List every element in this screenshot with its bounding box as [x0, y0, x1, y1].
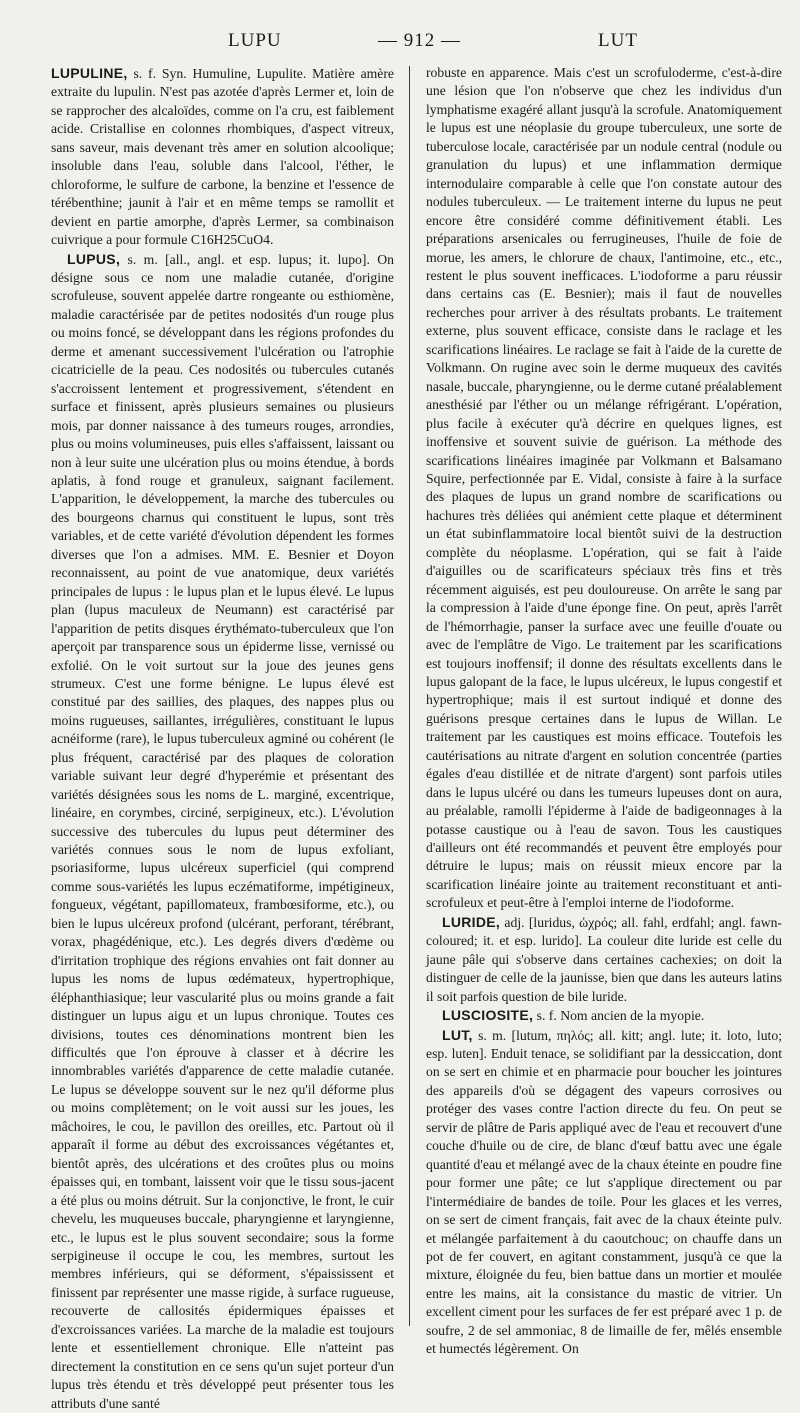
headword-luride: LURIDE,	[442, 913, 501, 930]
entry-lusciosite	[426, 1006, 782, 1025]
running-header	[0, 30, 800, 56]
header-left-guideword: LUPU	[228, 30, 282, 51]
entry-lupuline-text: s. f. Syn. Humuline, Lupulite. Matière amère extraite du lupulin. N'est pas azotée d'après Lermer et, loin de se rapprocher des alcaloïdes, comme on l'a cru, est faiblement acide. Cristallise en colonnes rhombiques, d'aspect vitreux, sans saveur, mais devenant très amer en solution alcoolique; insoluble dans l'eau, soluble dans l'alcool, l'éther, le chloroforme, le sulfure de carbone, la benzine et l'essence de térébenthine; jaunit à l'air et en même temps se ramollit et devient en partie amorphe, d'après Lermer, sa combinaison cuivrique a pour formule C16H25CuO4.	[51, 66, 394, 248]
entry-lut	[426, 1026, 782, 1359]
entry-lupuline	[51, 64, 394, 250]
entry-lusciosite-text: s. f. Nom ancien de la myopie.	[533, 1008, 705, 1024]
entry-lupus	[51, 250, 394, 1413]
entry-lupus-text: s. m. [all., angl. et esp. lupus; it. lupo]. On désigne sous ce nom une maladie cutanée, d'origine scrofuleuse, souvent appelée dartre rongeante ou esthiomène, maladie caractérisée par de petites nodosités d'un rouge plus ou moins foncé, se développant dans les régions profondes du derme et amenant successivement l'ulcération ou l'atrophie cicatricielle de la peau. Ces nodosités ou tubercules cutanés s'accroissent lentement et progressivement, s'étendent en surface et finissent, après plusieurs semaines ou plusieurs mois, par donner naissance à des tumeurs rouges, arrondies, plus ou moins volumineuses, puis elles s'affaissent, laissant ou non à leur suite une ulcération plus ou moins étendue, à bords aplatis, à fond rouge et granuleux, saignant facilement. L'apparition, le développement, la marche des tubercules ou des bourgeons charnus qui constituent le lupus, sont très variables, et de cette variété d'évolution dépendent les formes diverses que l'on a admises. MM. E. Besnier et Doyon reconnaissent, au point de vue anatomique, deux variétés principales de lupus : le lupus plan et le lupus élevé. Le lupus plan (lupus maculeux de Neumann) est caractérisé par l'apparition de petits disques érythémato-tuberculeux que l'on aperçoit par transparence sous un épiderme lisse, vernissé ou exfolié. On le voit surtout sur la joue des jeunes gens strumeux. C'est une forme bénigne. Le lupus élevé est constitué par des saillies, des plaques, des nappes plus ou moins rugueuses, saillantes, irrégulières, constituant le lupus acnéiforme (rare), le lupus tuberculeux agminé ou cohérent (le plus fréquent, caractérisé par des plaques de coloration variable suivant leur degré d'hyperémie et présentant des variétés désignées sous les noms de L. marginé, excentrique, linéaire, en corymbes, circiné, serpigineux, etc.). L'évolution successive des tubercules du lupus peut déterminer des variétés connues sous le nom de lupus exfoliant, psoriasiforme, lupus ulcéreux superficiel (qui comprend comme sous-variétés les lupus eczématiforme, impétigineux, fongueux, végétant, papillomateux, frambœsiforme, etc.), ou bien le lupus ulcéreux profond (ulcérant, perforant, térébrant, vorax, phagédénique, etc.). Les degrés divers d'œdème ou d'irritation trophique des régions envahies ont fait donner au lupus les noms de lupus œdémateux, hypertrophique, éléphanthiasique; leur vascularité plus ou moins grande a fait distinguer un lupus aigu et un lupus chronique. Toutes ces divisions, toutes ces dénominations montrent bien les difficultés que l'on éprouve à classer et à décrire les innombrables variétés d'apparence de cette maladie cutanée. Le lupus se développe souvent sur le nez qu'il déforme plus ou moins complètement; on le voit aussi sur les joues, les mâchoires, le cou, le pavillon des oreilles, etc. Partout où il apparaît il forme au début des excroissances végétantes et, bientôt après, des ulcérations et des croûtes plus ou moins épaisses qui, en tombant, laissent voir que le tissu sous-jacent a été plus ou moins détruit. Sur la conjonctive, le front, le cuir chevelu, les muqueuses buccale, pharyngienne et laryngienne, etc., le lupus est le plus souvent secondaire; sous la forme serpigineuse il occupe le cou, les membres, surtout les membres inférieurs, qui se déforment, s'épaississent et finissent par représenter une masse rigide, à surface rugueuse, recouverte de callosités épidermiques épaisses et d'excroissances variées. La marche de la maladie est toujours lente et essentiellement chronique. Elle n'atteint pas directement la constitution en ce sens qu'un sujet porteur d'un lupus très étendu et très développé peut présenter tous les attributs d'une santé	[51, 251, 394, 1411]
entry-lut-text: s. m. [lutum, πηλός; all. kitt; angl. lute; it. loto, luto; esp. luten]. Enduit tenace, se solidifiant par la dessiccation, dont on se sert en chimie et en pharmacie pour boucher les jointures des appareils d'où se dégagent des vapeurs corrosives ou protéger des vases contre l'action directe du feu. On peut se servir de plâtre de Paris appliqué avec de l'eau et recouvert d'une couche d'huile ou de cire, de blanc d'œuf battu avec une égale quantité d'eau et mélangé avec de la chaux éteinte en poudre fine pour former une pâte; ce lut s'applique directement ou par l'intermédiaire de bandes de toile. Pour les glaces et les verres, on se sert de ciment français, fait avec de la chaux éteinte pulv. et mélangée parfaitement à du caoutchouc; on chauffe dans un pot de fer couvert, en agitant constamment, jusqu'à ce que la mixture, éloignée du feu, bien battue dans un mortier et moulée entre les mains, ait la consistance du mastic de vitrier. Un excellent ciment pour les surfaces de fer est préparé avec 1 p. de soufre, 2 de sel ammoniac, 8 de limaille de fer, mêlés ensemble et humectés légèrement. On	[426, 1027, 782, 1357]
entry-luride-text: adj. [luridus, ὠχρός; all. fahl, erdfahl; angl. fawn-coloured; it. et esp. lurido]. La couleur dite luride est celle du jaune pâle qui s'observe dans certaines cachexies; on doit la distinguer de celle de la jaunisse, bien que dans les auteurs latins il soit parfois question de bile luride.	[426, 914, 782, 1004]
headword-lut: LUT,	[442, 1026, 473, 1043]
headword-lupuline: LUPULINE,	[51, 65, 128, 81]
entry-luride	[426, 913, 782, 1006]
right-column	[426, 64, 782, 1357]
entry-lupus-continued	[426, 64, 782, 913]
entry-lupus-continued-text: robuste en apparence. Mais c'est un scrofuloderme, c'est-à-dire une lésion que l'on n'observe que chez les individus d'un lymphatisme exagéré allant jusqu'à la scrofule. Anatomiquement le lupus est une néoplasie du groupe tuberculeux, une sorte de tuberculose locale, caractérisée par un nodule central (nodule ou granulation du lupus) et une inflammation dermique internodulaire comparable à celle que l'on constate autour des nodules tuberculeux. — Le traitement interne du lupus ne peut encore être considéré comme définitivement établi. Les préparations arsenicales ou ferrugineuses, l'huile de foie de morue, les amers, le chlorure de chaux, l'antimoine, etc., etc., restent le plus souvent inefficaces. L'iodoforme a paru réussir dans certains cas (E. Besnier); mais il faut de nouvelles recherches pour arriver à des résultats probants. Le traitement externe, plus souvent efficace, consiste dans le raclage et les scarifications linéaires. Le raclage se fait à l'aide de la curette de Volkmann. On rugine avec soin le derme muqueux des cavités nasale, buccale, pharyngienne, ou le derme cutané préalablement anesthésié par l'éther ou un mélange réfrigérant. L'opération, plus facile à exécuter qu'à décrire en quelques lignes, est inoffensive et souvent suivie de guérison. La méthode des scarifications linéaires imaginée par Volkmann et Balsamano Squire, perfectionnée par E. Vidal, consiste à faire à la surface des plaques de lupus un grand nombre de scarifications ou hachures très déliées qui anémient cette plaque et déterminent un état subinflammatoire local bientôt suivi de la destruction complète du néoplasme. L'opération, qui se fait à l'aide d'aiguilles ou de scarificateurs spéciaux très fins et très récemment aiguisés, est peu douloureuse. On arrête le sang par la compression à l'aide d'une éponge fine. On peut, après l'arrêt de l'hémorrhagie, panser la surface avec une feuille d'ouate ou avec de l'emplâtre de Vigo. Le traitement par les scarifications est toujours inoffensif; il donne des résultats excellents dans le lupus galopant de la face, le lupus ulcéreux, le lupus congestif et hypertrophique; mais il est surtout indiqué et donne des guérisons presque certaines dans le lupus de Willan. Le traitement par les caustiques est moins efficace. Toutefois les cautérisations au nitrate d'argent en solution concentrée (parties égales d'eau distillée et de nitrate d'argent) sont parfois utiles dans le lupus ulcéré ou dans les tumeurs lupeuses dont on aura, au préalable, ramolli l'épiderme à l'aide de badigeonnages à la potasse caustique ou à l'eau de savon. Tous les caustiques d'ailleurs ont été recommandés et peuvent être employés pour détruire le lupus; mais on réussit mieux encore par la scarification linéaire jointe au traitement reconstituant et anti-scrofuleux et peut-être à l'emploi interne de l'iodoforme.	[426, 65, 782, 911]
left-column	[51, 64, 394, 1411]
headword-lusciosite: LUSCIOSITE,	[442, 1007, 534, 1024]
page-number: — 912 —	[378, 30, 461, 51]
header-right-guideword: LUT	[598, 30, 638, 51]
headword-lupus: LUPUS,	[67, 250, 121, 267]
column-divider	[409, 66, 410, 1326]
